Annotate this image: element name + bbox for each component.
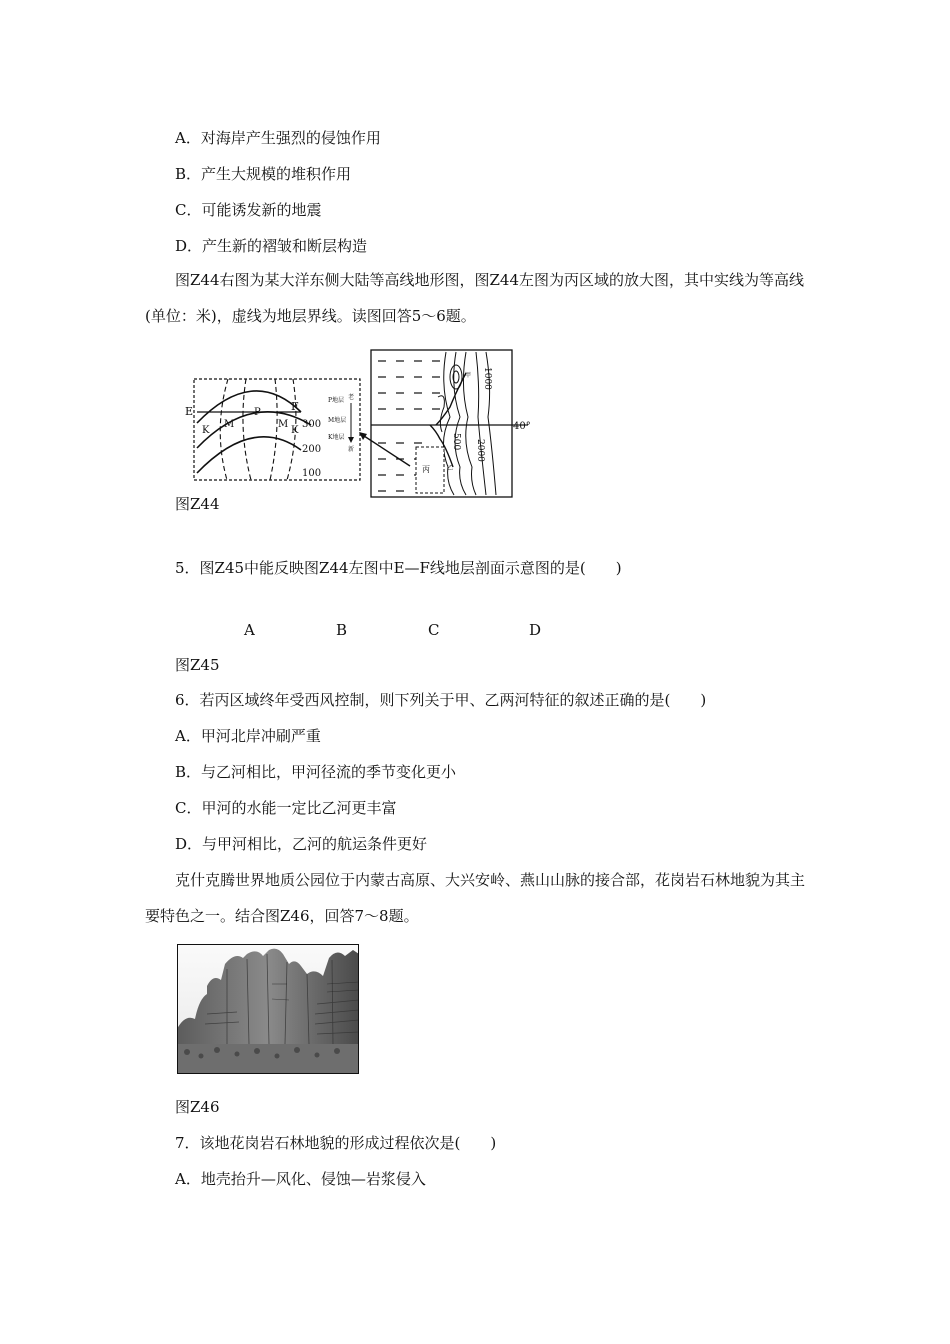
- z45-choice-d: D: [529, 621, 542, 639]
- region-bing-label: 丙: [422, 465, 430, 474]
- z45-choice-b: B: [336, 621, 348, 639]
- legend-label: K地层: [328, 434, 345, 441]
- stratum-label: K: [202, 425, 210, 436]
- contour-label: 300: [302, 419, 322, 430]
- figure-z46-photo: [177, 944, 359, 1074]
- q7-option-a: A．地壳抬升—风化、侵蚀—岩浆侵入: [175, 1170, 426, 1188]
- contour-value: 2000: [475, 439, 485, 462]
- figure-z44-left: [183, 375, 365, 485]
- question-6-stem: 6．若丙区域终年受西风控制，则下列关于甲、乙两河特征的叙述正确的是( ): [175, 691, 707, 709]
- contour-value: 1000: [482, 367, 492, 390]
- age-old-label: 老: [348, 394, 355, 401]
- contour-label: 100: [302, 468, 322, 479]
- q4-option-d: D．产生新的褶皱和断层构造: [175, 237, 368, 255]
- q4-option-a: A．对海岸产生强烈的侵蚀作用: [175, 129, 381, 147]
- stratum-label: K: [291, 425, 299, 436]
- z45-choice-a: A: [244, 621, 255, 639]
- figure-z44-caption: 图Z44: [175, 495, 220, 513]
- q4-option-b: B．产生大规模的堆积作用: [175, 165, 352, 183]
- stratum-label: M: [278, 419, 289, 430]
- intro-questions-7-8: 克什克腾世界地质公园位于内蒙古高原、大兴安岭、燕山山脉的接合部，花岗岩石林地貌为其主要特色之一。结合图Z46，回答7～8题。: [145, 871, 806, 925]
- point-e-label: E: [185, 405, 194, 418]
- stratum-label: M: [224, 419, 235, 430]
- q6-option-b: B．与乙河相比，甲河径流的季节变化更小: [175, 763, 457, 781]
- latitude-label: 40°: [513, 421, 531, 432]
- contour-label: 200: [302, 444, 322, 455]
- figure-z45-caption: 图Z45: [175, 656, 220, 674]
- question-7-stem: 7．该地花岗岩石林地貌的形成过程依次是( ): [175, 1134, 497, 1152]
- contour-value: 500: [451, 433, 461, 451]
- stratum-label: P: [254, 407, 261, 418]
- legend-label: P地层: [328, 397, 345, 404]
- q6-option-d: D．与甲河相比，乙河的航运条件更好: [175, 835, 428, 853]
- figure-z44-right: [368, 347, 538, 499]
- river-yi-label: 乙: [447, 465, 454, 472]
- q6-option-c: C．甲河的水能一定比乙河更丰富: [175, 799, 397, 817]
- zoom-arrow: [355, 430, 415, 470]
- intro-questions-5-6: 图Z44右图为某大洋东侧大陆等高线地形图，图Z44左图为丙区域的放大图，其中实线为等高线(单位：米)，虚线为地层界线。读图回答5～6题。: [145, 271, 805, 325]
- question-5-stem: 5．图Z45中能反映图Z44左图中E—F线地层剖面示意图的是( ): [175, 559, 622, 577]
- q4-option-c: C．可能诱发新的地震: [175, 201, 322, 219]
- figure-z46-caption: 图Z46: [175, 1098, 220, 1116]
- z45-choice-c: C: [428, 621, 440, 639]
- q6-option-a: A．甲河北岸冲刷严重: [175, 727, 321, 745]
- river-jia-label: 甲: [465, 372, 472, 379]
- point-f-label: F: [291, 400, 299, 413]
- age-new-label: 新: [348, 446, 355, 453]
- legend-label: M地层: [328, 417, 347, 424]
